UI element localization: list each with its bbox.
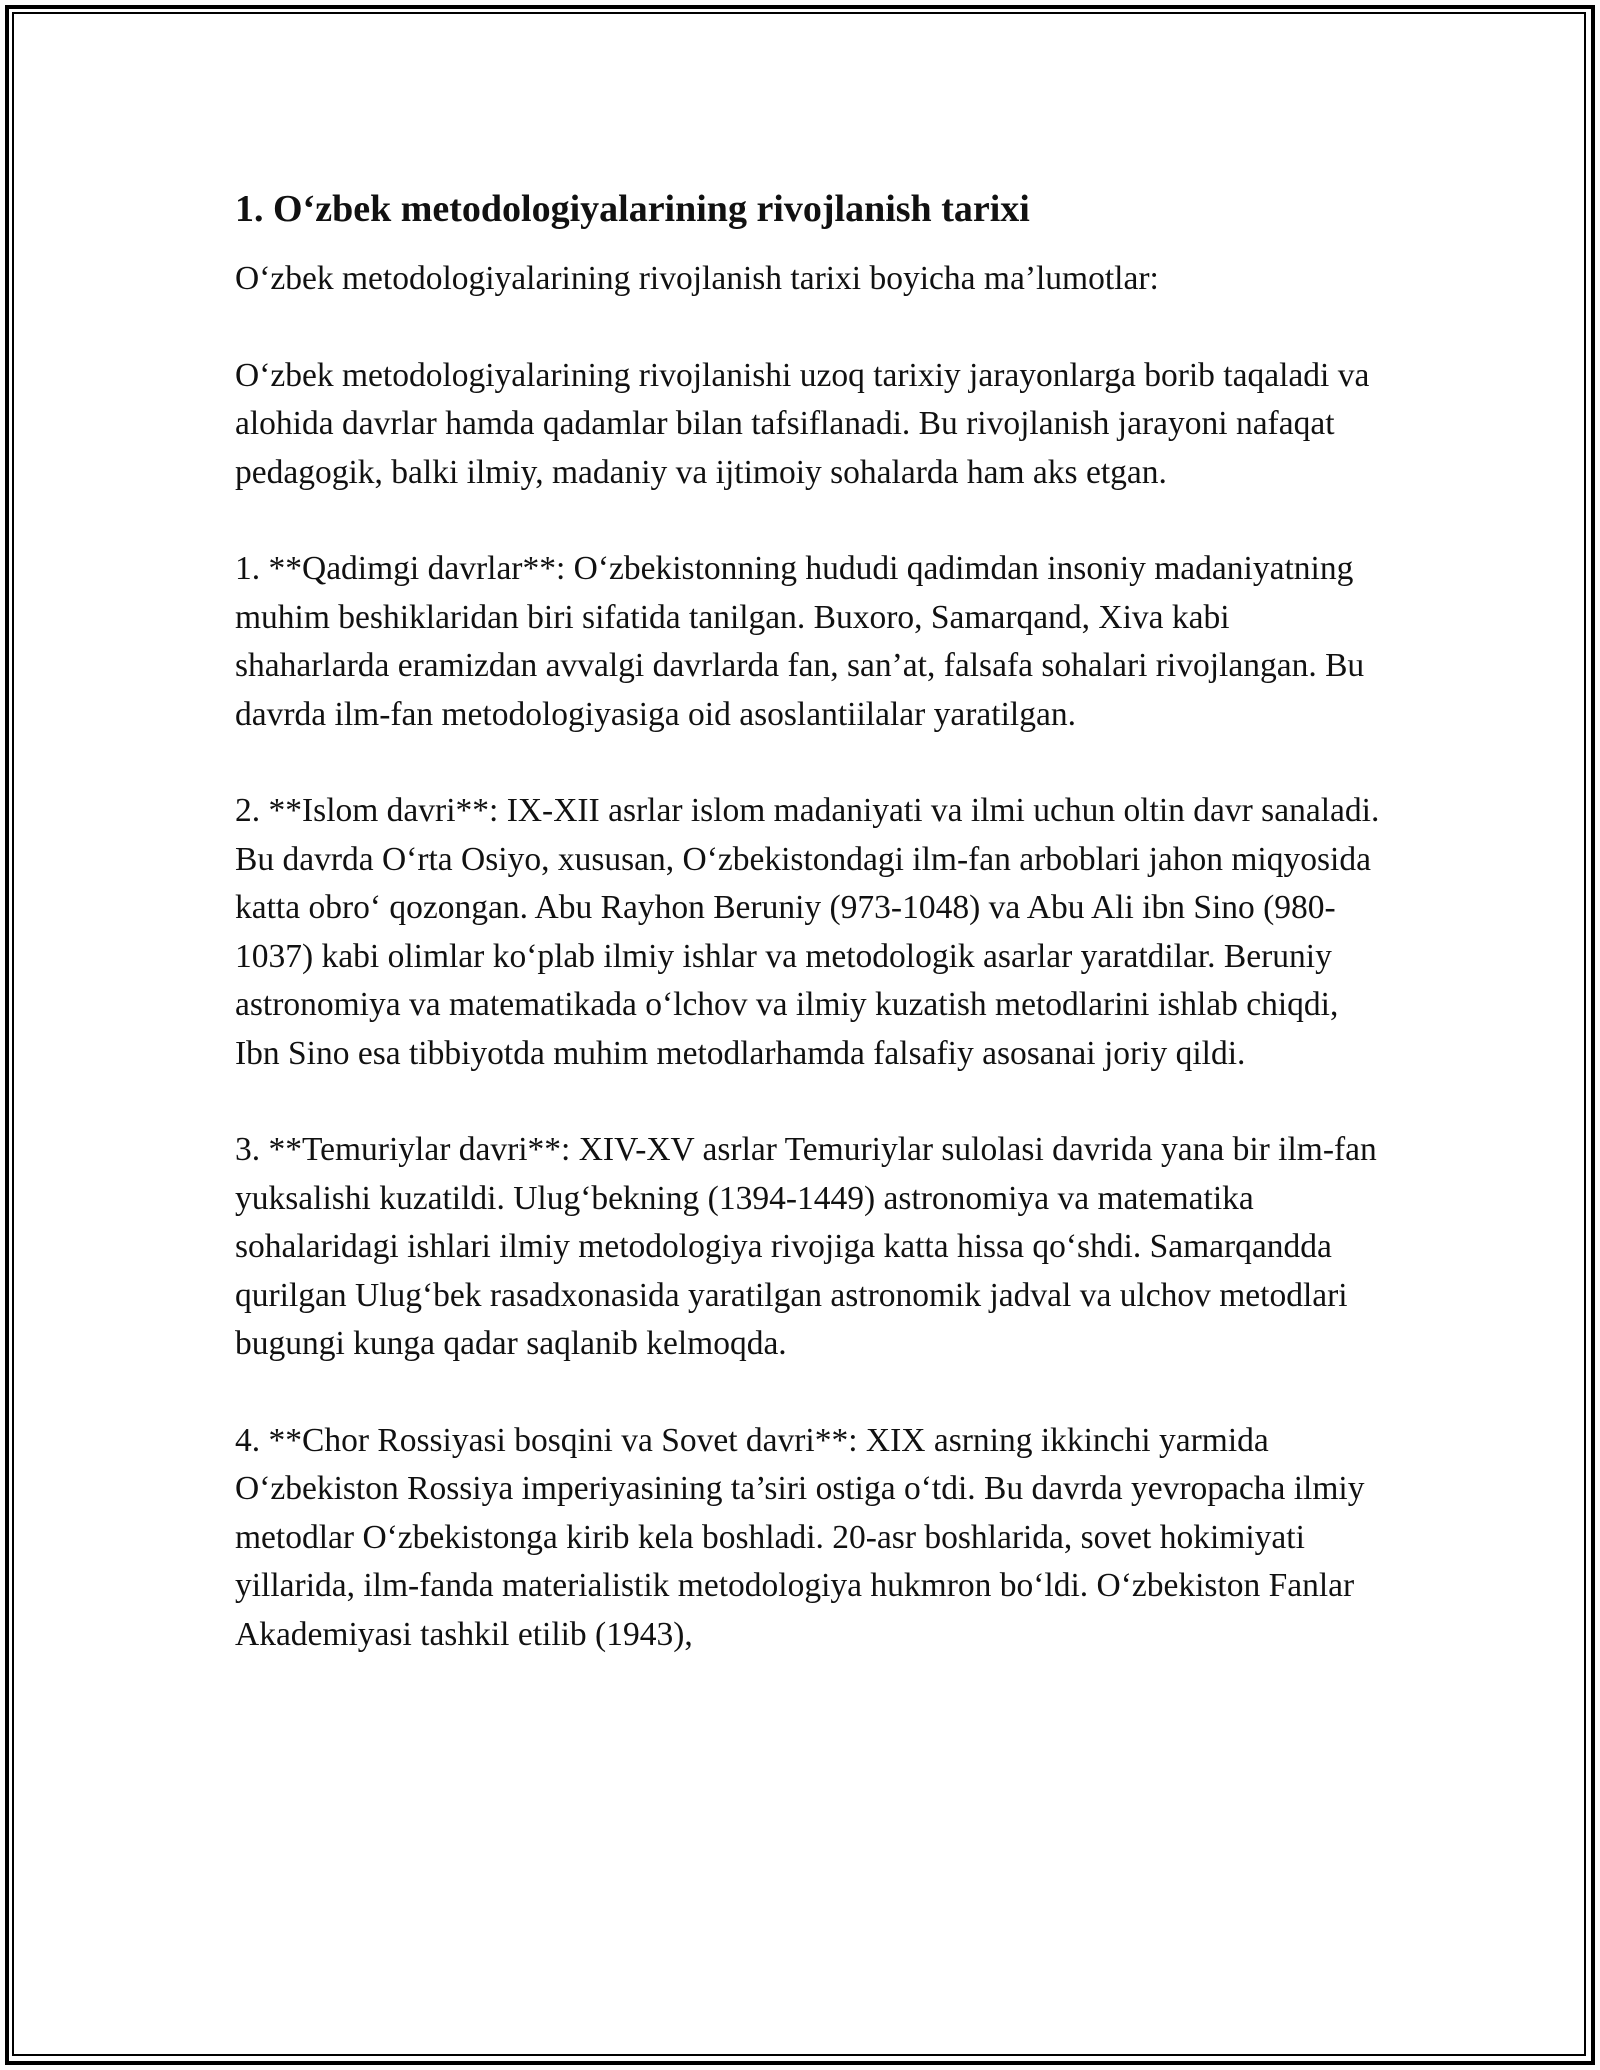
timurid-period-paragraph: 3. **Temuriylar davri**: XIV-XV asrlar Temuriylar sulolasi davrida yana bir ilm-fan yuksalishi kuzatildi. Ulug‘bekning (1394-1449) astronomiya va matematika sohalaridagi ishlari ilmiy metodologiya rivojiga katta hissa qo‘shdi. Samarqandda qurilgan Ulug‘bek rasadxonasida yaratilgan astronomik jadval va ulchov metodlari bugungi kunga qadar saqlanib kelmoqda. xyxy=(235,1131,1377,1362)
intro-paragraph: O‘zbek metodologiyalarining rivojlanish tarixi boyicha ma’lumotlar: xyxy=(235,260,1159,297)
russian-soviet-period-paragraph: 4. **Chor Rossiyasi bosqini va Sovet davri**: XIX asrning ikkinchi yarmida O‘zbekiston Rossiya imperiyasining ta’siri ostiga o‘tdi. Bu davrda yevropacha ilmiy metodlar O‘zbekistonga kirib kela boshladi. 20-asr boshlarida, sovet hokimiyati yillarida, ilm-fanda materialistik metodologiya hukmron bo‘ldi. O‘zbekiston Fanlar Akademiyasi tashkil etilib (1943), xyxy=(235,1421,1365,1653)
document-title: 1. O‘zbek metodologiyalarining rivojlanish tarixi xyxy=(235,188,1030,230)
ancient-period-paragraph: 1. **Qadimgi davrlar**: O‘zbekistonning hududi qadimdan insoniy madaniyatning muhim beshiklaridan biri sifatida tanilgan. Buxoro, Samarqand, Xiva kabi shaharlarda eramizdan avvalgi davrlarda fan, san’at, falsafa sohalari rivojlangan. Bu davrda ilm-fan metodologiyasiga oid asoslantiilalar yaratilgan. xyxy=(235,550,1365,733)
islamic-period-paragraph: 2. **Islom davri**: IX-XII asrlar islom madaniyati va ilmi uchun oltin davr sanaladi. Bu davrda O‘rta Osiyo, xususan, O‘zbekistondagi ilm-fan arboblari jahon miqyosida katta obro‘ qozongan. Abu Rayhon Beruniy (973-1048) va Abu Ali ibn Sino (980-1037) kabi olimlar ko‘plab ilmiy ishlar va metodologik asarlar yaratdilar. Beruniy astronomiya va matematikada o‘lchov va ilmiy kuzatish metodlarini ishlab chiqdi, Ibn Sino esa tibbiyotda muhim metodlarhamda falsafiy asosanai joriy qildi. xyxy=(235,792,1380,1072)
overview-paragraph: O‘zbek metodologiyalarining rivojlanishi uzoq tarixiy jarayonlarga borib taqaladi va alohida davrlar hamda qadamlar bilan tafsiflanadi. Bu rivojlanish jarayoni nafaqat pedagogik, balki ilmiy, madaniy va ijtimoiy sohalarda ham aks etgan. xyxy=(235,356,1370,491)
document-body xyxy=(235,185,1385,1707)
